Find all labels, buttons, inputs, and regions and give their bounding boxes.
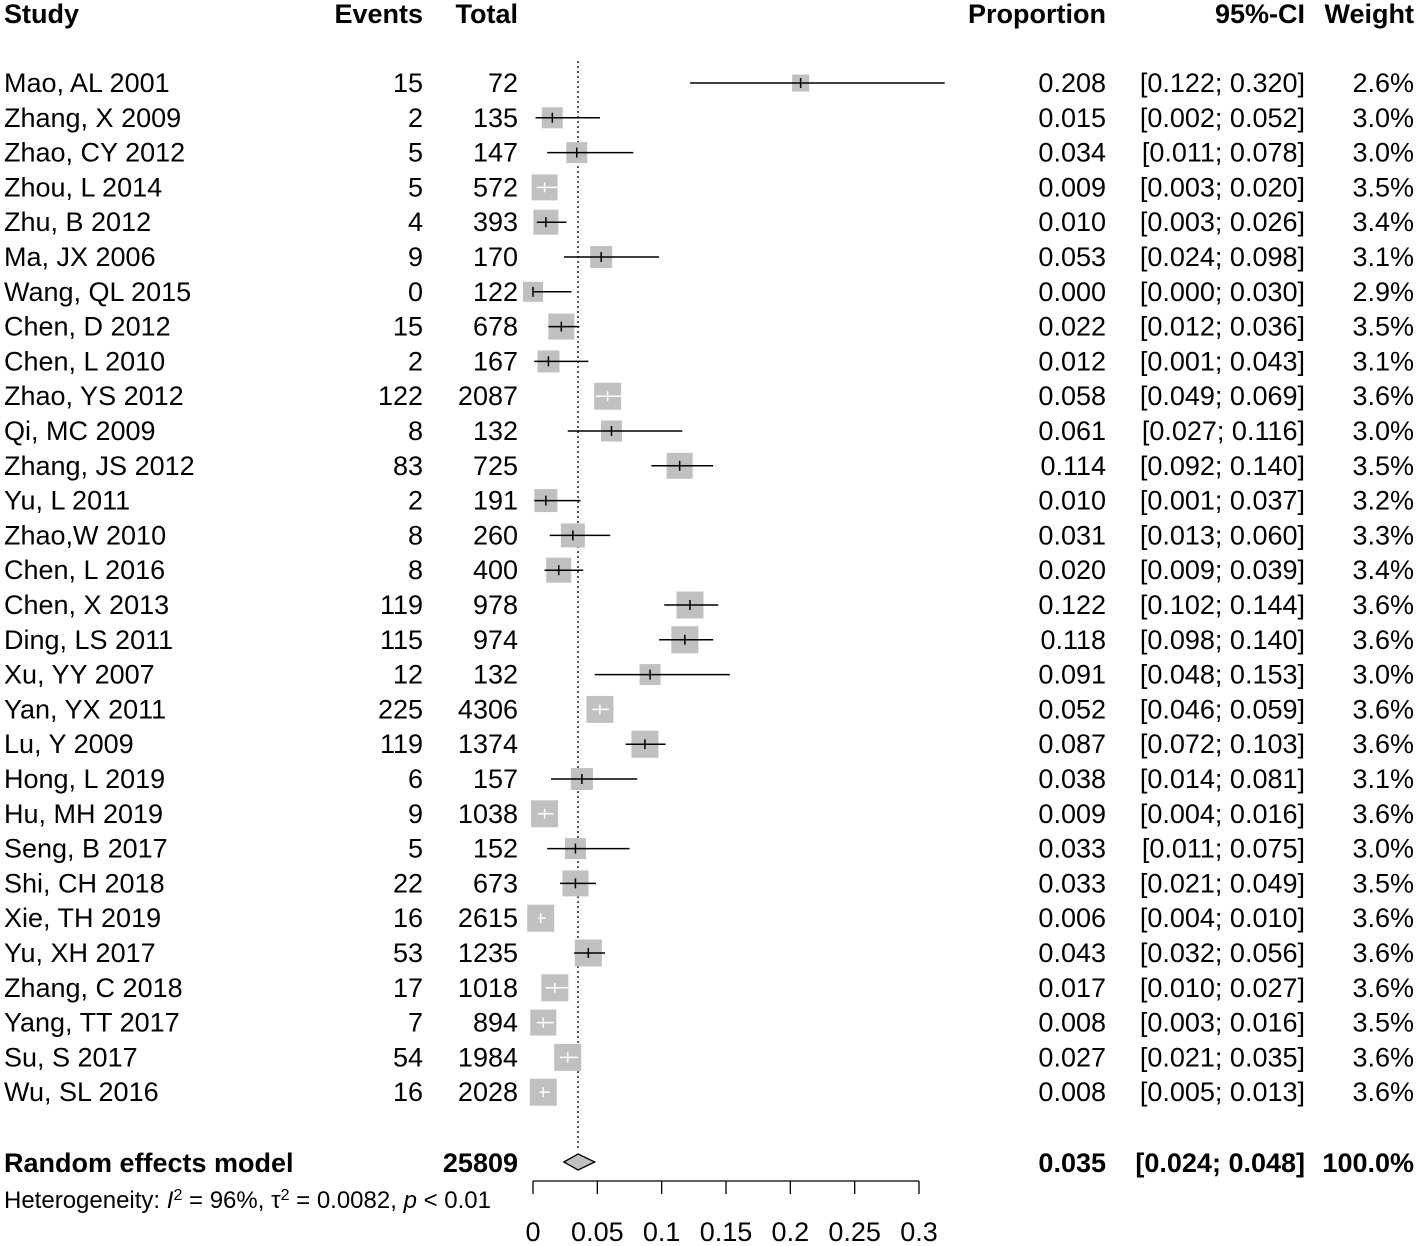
- study-proportion: 0.122: [1038, 590, 1106, 620]
- study-events: 2: [407, 346, 423, 377]
- study-events: 8: [407, 555, 423, 586]
- study-total: 725: [472, 450, 518, 481]
- study-ci: [0.102; 0.144]: [1139, 590, 1305, 620]
- study-weight: 3.5%: [1352, 1007, 1414, 1038]
- study-name: Yu, L 2011: [4, 485, 131, 516]
- study-events: 6: [407, 764, 423, 794]
- study-ci: [0.048; 0.153]: [1139, 659, 1305, 690]
- study-name: Su, S 2017: [4, 1042, 138, 1073]
- study-total: 2615: [457, 903, 518, 934]
- study-proportion: 0.008: [1038, 1007, 1106, 1038]
- study-proportion: 0.031: [1038, 520, 1106, 551]
- study-weight: 3.3%: [1352, 520, 1414, 551]
- study-total: 894: [472, 1007, 518, 1038]
- study-events: 8: [407, 416, 423, 446]
- study-total: 1984: [457, 1042, 518, 1073]
- study-events: 5: [407, 137, 423, 168]
- study-weight: 3.0%: [1352, 659, 1414, 690]
- x-axis: [525, 1181, 937, 1246]
- study-total: 191: [472, 485, 518, 516]
- study-name: Shi, CH 2018: [4, 868, 165, 899]
- study-ci: [0.012; 0.036]: [1139, 311, 1305, 342]
- study-proportion: 0.052: [1038, 694, 1106, 725]
- study-weight: 3.0%: [1352, 416, 1414, 446]
- study-name: Ma, JX 2006: [4, 242, 156, 272]
- study-weight: 3.6%: [1352, 903, 1414, 934]
- study-events: 17: [392, 972, 423, 1003]
- study-proportion: 0.208: [1038, 68, 1106, 98]
- study-weight: 3.6%: [1352, 624, 1414, 655]
- x-tick-label: 0.1: [642, 1217, 681, 1246]
- study-name: Chen, L 2016: [4, 555, 166, 586]
- study-proportion: 0.091: [1038, 659, 1106, 690]
- study-events: 122: [377, 381, 423, 412]
- study-name: Qi, MC 2009: [4, 416, 156, 446]
- study-weight: 3.0%: [1352, 833, 1414, 864]
- pooled-total: 25809: [442, 1148, 518, 1178]
- study-proportion: 0.038: [1038, 764, 1106, 794]
- study-proportion: 0.114: [1040, 450, 1106, 481]
- study-events: 7: [407, 1007, 423, 1038]
- study-weight: 3.4%: [1352, 555, 1414, 586]
- study-proportion: 0.061: [1038, 416, 1106, 446]
- study-ci: [0.021; 0.049]: [1139, 868, 1305, 899]
- study-proportion: 0.020: [1038, 555, 1106, 586]
- study-total: 393: [472, 207, 518, 238]
- study-events: 2: [407, 485, 423, 516]
- study-events: 119: [379, 590, 423, 620]
- study-name: Yu, XH 2017: [4, 938, 156, 968]
- study-ci: [0.003; 0.020]: [1139, 172, 1305, 203]
- study-total: 974: [472, 624, 518, 655]
- study-weight: 3.2%: [1352, 485, 1414, 516]
- x-tick-label: 0.25: [828, 1217, 881, 1246]
- study-total: 2028: [457, 1077, 518, 1108]
- study-name: Chen, X 2013: [4, 590, 170, 620]
- study-weight: 3.6%: [1352, 381, 1414, 412]
- study-events: 4: [407, 207, 423, 238]
- study-weight: 3.1%: [1352, 346, 1414, 377]
- heterogeneity-text: Heterogeneity: $I^2 = 96\%$, $\tau^2 = 0.0082$, p < 0.01: [4, 1186, 491, 1214]
- study-weight: 3.6%: [1352, 1077, 1414, 1108]
- study-name: Zhang, X 2009: [4, 102, 182, 133]
- study-total: 167: [472, 346, 518, 377]
- study-total: 170: [472, 242, 518, 272]
- study-weight: 3.5%: [1352, 311, 1414, 342]
- study-total: 978: [472, 590, 518, 620]
- study-ci: [0.004; 0.016]: [1139, 798, 1305, 829]
- study-events: 22: [392, 868, 423, 899]
- study-weight: 3.6%: [1352, 798, 1414, 829]
- study-ci: [0.122; 0.320]: [1139, 68, 1305, 98]
- study-total: 132: [472, 416, 518, 446]
- study-name: Ding, LS 2011: [4, 624, 174, 655]
- header-study: Study: [4, 0, 80, 29]
- study-events: 15: [392, 311, 423, 342]
- study-weight: 3.5%: [1352, 868, 1414, 899]
- study-proportion: 0.009: [1038, 798, 1106, 829]
- study-proportion: 0.118: [1040, 624, 1106, 655]
- study-name: Seng, B 2017: [4, 833, 168, 864]
- study-total: 132: [472, 659, 518, 690]
- study-weight: 3.6%: [1352, 1042, 1414, 1073]
- study-name: Mao, AL 2001: [4, 68, 170, 98]
- study-proportion: 0.053: [1038, 242, 1106, 272]
- study-ci: [0.002; 0.052]: [1139, 102, 1305, 133]
- x-tick-label: 0.15: [699, 1217, 753, 1246]
- study-proportion: 0.010: [1038, 485, 1106, 516]
- study-proportion: 0.008: [1038, 1077, 1106, 1108]
- study-total: 72: [487, 68, 518, 98]
- study-weight: 2.9%: [1352, 276, 1414, 307]
- study-name: Wang, QL 2015: [4, 276, 192, 307]
- pooled-proportion: 0.035: [1038, 1148, 1106, 1178]
- study-events: 5: [407, 172, 423, 203]
- study-name: Chen, D 2012: [4, 311, 171, 342]
- study-proportion: 0.012: [1038, 346, 1106, 377]
- study-total: 260: [472, 520, 518, 551]
- study-ci: [0.001; 0.037]: [1139, 485, 1305, 516]
- study-total: 135: [472, 102, 518, 133]
- study-total: 400: [472, 555, 518, 586]
- study-events: 54: [392, 1042, 423, 1073]
- study-proportion: 0.087: [1038, 729, 1106, 760]
- study-ci: [0.011; 0.075]: [1141, 833, 1305, 864]
- study-name: Zhao,W 2010: [4, 520, 167, 551]
- study-rows: [4, 68, 1414, 1107]
- plot-marks: [523, 61, 945, 1170]
- study-ci: [0.005; 0.013]: [1139, 1077, 1305, 1108]
- study-events: 9: [407, 242, 423, 272]
- pooled-diamond: [564, 1154, 595, 1170]
- study-ci: [0.000; 0.030]: [1139, 276, 1305, 307]
- study-name: Hong, L 2019: [4, 764, 166, 794]
- study-ci: [0.010; 0.027]: [1139, 972, 1305, 1003]
- study-events: 16: [392, 1077, 423, 1108]
- study-ci: [0.011; 0.078]: [1141, 137, 1305, 168]
- study-ci: [0.013; 0.060]: [1139, 520, 1305, 551]
- study-weight: 3.0%: [1352, 102, 1414, 133]
- study-proportion: 0.010: [1038, 207, 1106, 238]
- study-ci: [0.072; 0.103]: [1139, 729, 1305, 760]
- study-name: Zhao, CY 2012: [4, 137, 186, 168]
- x-tick-label: 0.3: [900, 1217, 938, 1246]
- study-events: 225: [377, 694, 423, 725]
- study-events: 5: [407, 833, 423, 864]
- study-total: 1038: [457, 798, 518, 829]
- study-name: Yan, YX 2011: [4, 694, 167, 725]
- header-events: Events: [334, 0, 423, 29]
- study-total: 157: [472, 764, 518, 794]
- study-weight: 3.6%: [1352, 729, 1414, 760]
- study-name: Zhao, YS 2012: [4, 381, 184, 412]
- study-weight: 3.6%: [1352, 590, 1414, 620]
- study-name: Chen, L 2010: [4, 346, 166, 377]
- study-weight: 3.6%: [1352, 938, 1414, 968]
- study-total: 147: [472, 137, 518, 168]
- x-tick-label: 0: [525, 1217, 541, 1246]
- header-total: Total: [455, 0, 518, 29]
- study-weight: 3.6%: [1352, 972, 1414, 1003]
- study-name: Xie, TH 2019: [4, 903, 162, 934]
- study-ci: [0.003; 0.026]: [1139, 207, 1305, 238]
- study-weight: 3.6%: [1352, 694, 1414, 725]
- study-events: 119: [379, 729, 423, 760]
- study-total: 673: [472, 868, 518, 899]
- study-name: Zhang, JS 2012: [4, 450, 195, 481]
- study-events: 115: [379, 624, 423, 655]
- study-proportion: 0.000: [1038, 276, 1106, 307]
- study-proportion: 0.006: [1038, 903, 1106, 934]
- study-events: 9: [407, 798, 423, 829]
- study-proportion: 0.017: [1038, 972, 1106, 1003]
- study-ci: [0.092; 0.140]: [1139, 450, 1305, 481]
- study-total: 4306: [457, 694, 518, 725]
- study-name: Wu, SL 2016: [4, 1077, 159, 1108]
- pooled-weight: 100.0%: [1322, 1148, 1414, 1178]
- study-events: 53: [392, 938, 423, 968]
- study-events: 0: [407, 276, 423, 307]
- study-events: 2: [407, 102, 423, 133]
- study-name: Xu, YY 2007: [4, 659, 155, 690]
- pooled-label: Random effects model: [4, 1148, 294, 1178]
- study-ci: [0.014; 0.081]: [1139, 764, 1305, 794]
- study-events: 16: [392, 903, 423, 934]
- study-weight: 3.1%: [1352, 242, 1414, 272]
- study-total: 572: [472, 172, 518, 203]
- header-proportion: Proportion: [968, 0, 1106, 29]
- study-total: 2087: [457, 381, 518, 412]
- study-ci: [0.027; 0.116]: [1141, 416, 1305, 446]
- study-proportion: 0.009: [1038, 172, 1106, 203]
- study-proportion: 0.034: [1038, 137, 1106, 168]
- study-proportion: 0.022: [1038, 311, 1106, 342]
- study-events: 83: [392, 450, 423, 481]
- study-weight: 3.4%: [1352, 207, 1414, 238]
- study-proportion: 0.033: [1038, 833, 1106, 864]
- study-total: 1235: [457, 938, 518, 968]
- study-ci: [0.024; 0.098]: [1139, 242, 1305, 272]
- study-events: 15: [392, 68, 423, 98]
- study-name: Zhu, B 2012: [4, 207, 152, 238]
- study-ci: [0.021; 0.035]: [1139, 1042, 1305, 1073]
- study-events: 8: [407, 520, 423, 551]
- study-ci: [0.003; 0.016]: [1139, 1007, 1305, 1038]
- x-tick-label: 0.05: [571, 1217, 624, 1246]
- study-proportion: 0.027: [1038, 1042, 1106, 1073]
- study-weight: 3.5%: [1352, 450, 1414, 481]
- study-ci: [0.098; 0.140]: [1139, 624, 1305, 655]
- study-name: Lu, Y 2009: [4, 729, 134, 760]
- pooled-ci: [0.024; 0.048]: [1135, 1148, 1305, 1178]
- study-ci: [0.049; 0.069]: [1139, 381, 1305, 412]
- study-proportion: 0.033: [1038, 868, 1106, 899]
- header-weight: Weight: [1324, 0, 1414, 29]
- study-weight: 3.0%: [1352, 137, 1414, 168]
- study-name: Zhou, L 2014: [4, 172, 163, 203]
- study-ci: [0.001; 0.043]: [1139, 346, 1305, 377]
- study-total: 678: [472, 311, 518, 342]
- header-ci: 95%-CI: [1214, 0, 1305, 29]
- study-total: 1374: [457, 729, 518, 760]
- study-name: Hu, MH 2019: [4, 798, 164, 829]
- study-weight: 3.5%: [1352, 172, 1414, 203]
- study-ci: [0.046; 0.059]: [1139, 694, 1305, 725]
- study-ci: [0.009; 0.039]: [1139, 555, 1305, 586]
- study-ci: [0.032; 0.056]: [1139, 938, 1305, 968]
- x-tick-label: 0.2: [771, 1217, 810, 1246]
- study-name: Yang, TT 2017: [4, 1007, 180, 1038]
- study-weight: 2.6%: [1352, 68, 1414, 98]
- study-proportion: 0.015: [1038, 102, 1106, 133]
- study-ci: [0.004; 0.010]: [1139, 903, 1305, 934]
- study-total: 122: [472, 276, 518, 307]
- study-name: Zhang, C 2018: [4, 972, 183, 1003]
- study-proportion: 0.043: [1038, 938, 1106, 968]
- study-events: 12: [392, 659, 423, 690]
- study-proportion: 0.058: [1038, 381, 1106, 412]
- study-total: 1018: [457, 972, 518, 1003]
- study-weight: 3.1%: [1352, 764, 1414, 794]
- study-total: 152: [472, 833, 518, 864]
